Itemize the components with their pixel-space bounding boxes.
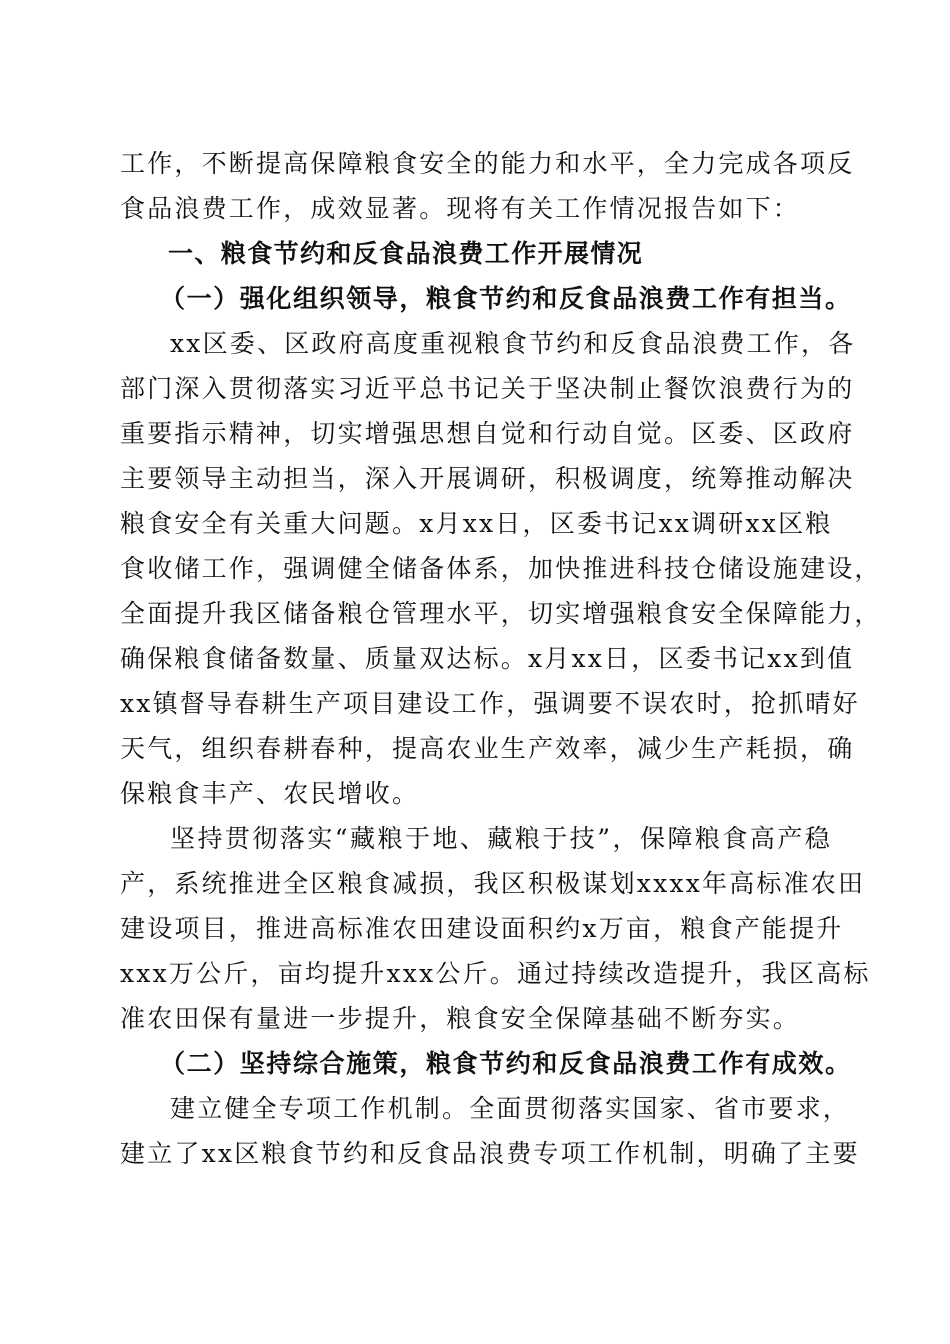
paragraph-line: 天气，组织春耕春种，提高农业生产效率，减少生产耗损，确 (120, 734, 855, 763)
subsection-heading: （一）强化组织领导，粮食节约和反食品浪费工作有担当。 (160, 284, 852, 313)
paragraph-line: 建立健全专项工作机制。全面贯彻落实国家、省市要求， (170, 1094, 851, 1123)
paragraph-line: 食品浪费工作，成效显著。现将有关工作情况报告如下： (120, 194, 801, 223)
paragraph-line: 建设项目，推进高标准农田建设面积约x万亩，粮食产能提升 (120, 914, 844, 943)
paragraph-line: 主要领导主动担当，深入开展调研，积极调度，统筹推动解决 (120, 464, 855, 493)
paragraph-line: 保粮食丰产、农民增收。 (120, 779, 420, 808)
paragraph-line: 准农田保有量进一步提升，粮食安全保障基础不断夯实。 (120, 1004, 801, 1033)
paragraph-line: 食收储工作，强调健全储备体系，加快推进科技仓储设施建设， (120, 554, 882, 583)
paragraph-line: 坚持贯彻落实“藏粮于地、藏粮于技”，保障粮食高产稳 (170, 824, 832, 853)
paragraph-line: xxx万公斤，亩均提升xxx公斤。通过持续改造提升，我区高标 (120, 959, 871, 988)
paragraph-line: 全面提升我区储备粮仓管理水平，切实增强粮食安全保障能力， (120, 599, 882, 628)
subsection-heading: （二）坚持综合施策，粮食节约和反食品浪费工作有成效。 (160, 1049, 852, 1078)
paragraph-line: 部门深入贯彻落实习近平总书记关于坚决制止餐饮浪费行为的 (120, 374, 855, 403)
paragraph-line: 建立了xx区粮食节约和反食品浪费专项工作机制，明确了主要 (120, 1139, 860, 1168)
paragraph-line: 重要指示精神，切实增强思想自觉和行动自觉。区委、区政府 (120, 419, 855, 448)
section-heading: 一、粮食节约和反食品浪费工作开展情况 (168, 239, 644, 268)
paragraph-line: 工作，不断提高保障粮食安全的能力和水平，全力完成各项反 (120, 149, 855, 178)
paragraph-line: xx镇督导春耕生产项目建设工作，强调要不误农时，抢抓晴好 (120, 689, 860, 718)
paragraph-line: xx区委、区政府高度重视粮食节约和反食品浪费工作，各 (170, 329, 856, 358)
paragraph-line: 粮食安全有关重大问题。x月xx日，区委书记xx调研xx区粮 (120, 509, 833, 538)
paragraph-line: 产，系统推进全区粮食减损，我区积极谋划xxxx年高标准农田 (120, 869, 866, 898)
paragraph-line: 确保粮食储备数量、质量双达标。x月xx日，区委书记xx到值 (120, 644, 855, 673)
